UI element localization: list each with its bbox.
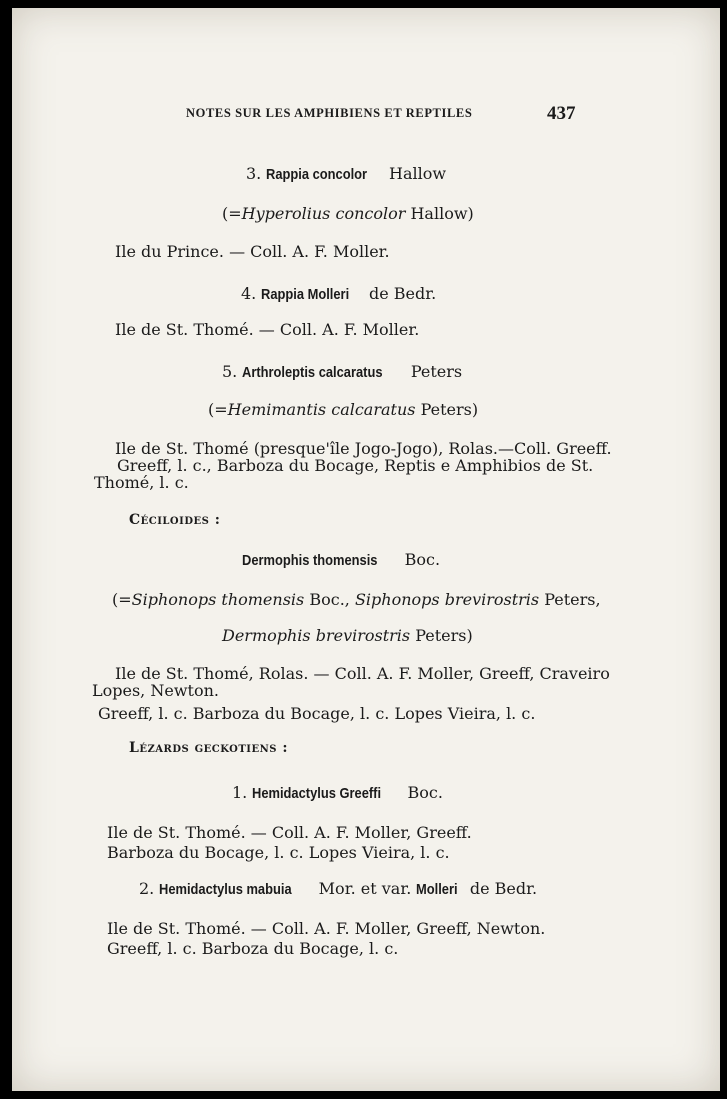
synonym-name: Siphonops brevirostris [354,590,540,609]
synonym-line [112,590,601,609]
species-mid: Mor. et var. [318,879,412,898]
section-heading: Céciloides : [129,512,221,528]
species-name: Hemidactylus mabuia [159,881,292,898]
species-heading-rappia-molleri [241,284,436,303]
book-page [12,8,720,1091]
species-heading-rappia-concolor [246,164,446,183]
species-author: Peters [410,362,463,381]
entry-number: 4. [241,284,257,303]
synonym-author: Peters, [544,590,601,609]
synonym-name: Siphonops thomensis [131,590,305,609]
species-heading-hemidactylus-mabuia [139,879,537,898]
synonym-author: Hallow) [410,204,474,223]
locality-line: Ile de St. Thomé, Rolas. — Coll. A. F. Moller, Greeff, Craveiro [115,664,610,683]
locality-line: Ile de St. Thomé. — Coll. A. F. Moller, Greeff. [107,823,472,842]
synonym-name: Dermophis brevirostris [222,626,411,645]
locality-line: Lopes, Newton. [92,681,219,700]
species-heading-dermophis [242,550,440,569]
species-name: Rappia Molleri [261,286,350,303]
species-name: Arthroleptis calcaratus [242,364,383,381]
entry-number: 5. [222,362,238,381]
synonym-line [222,204,474,223]
species-author: Boc. [407,783,443,802]
locality-line: Ile de St. Thomé. — Coll. A. F. Moller. [115,320,420,339]
entry-number: 1. [232,783,248,802]
synonym-author: Boc., [309,590,350,609]
entry-number: 3. [246,164,262,183]
species-name: Rappia concolor [266,166,368,183]
running-title: NOTES SUR LES AMPHIBIENS ET REPTILES [186,106,473,120]
section-heading: Lézards geckotiens : [129,740,289,756]
locality-line: Ile du Prince. — Coll. A. F. Moller. [115,242,390,261]
synonym-open: (= [222,204,242,223]
reference-line: Greeff, l. c. Barboza du Bocage, l. c. [107,939,399,958]
variety-name: Molleri [416,881,458,898]
species-author: Boc. [404,550,441,569]
synonym-author: Peters) [415,626,473,645]
synonym-author: Peters) [420,400,479,419]
species-author: Hallow [388,164,447,183]
reference-line: Thomé, l. c. [94,473,189,492]
locality-line: Ile de St. Thomé. — Coll. A. F. Moller, Greeff, Newton. [107,919,546,938]
page-number: 437 [547,103,576,124]
synonym-open: (= [208,400,228,419]
species-heading-hemidactylus-greeffi [232,783,443,802]
synonym-name: Hyperolius concolor [241,204,406,223]
species-name: Hemidactylus Greeffi [252,785,382,802]
synonym-line [222,626,473,645]
synonym-name: Hemimantis calcaratus [227,400,416,419]
species-author: de Bedr. [368,284,437,303]
reference-line: Barboza du Bocage, l. c. Lopes Vieira, l. c. [107,843,450,862]
species-name: Dermophis thomensis [242,552,378,569]
reference-line: Greeff, l. c., Barboza du Bocage, Reptis e Amphibios de St. [117,456,594,475]
species-author: de Bedr. [469,879,538,898]
synonym-open: (= [112,590,132,609]
entry-number: 2. [139,879,155,898]
synonym-line [208,400,478,419]
reference-line: Greeff, l. c. Barboza du Bocage, l. c. Lopes Vieira, l. c. [98,704,536,723]
locality-line: Ile de St. Thomé (presque'île Jogo-Jogo), Rolas.—Coll. Greeff. [115,439,612,458]
species-heading-arthroleptis [222,362,462,381]
